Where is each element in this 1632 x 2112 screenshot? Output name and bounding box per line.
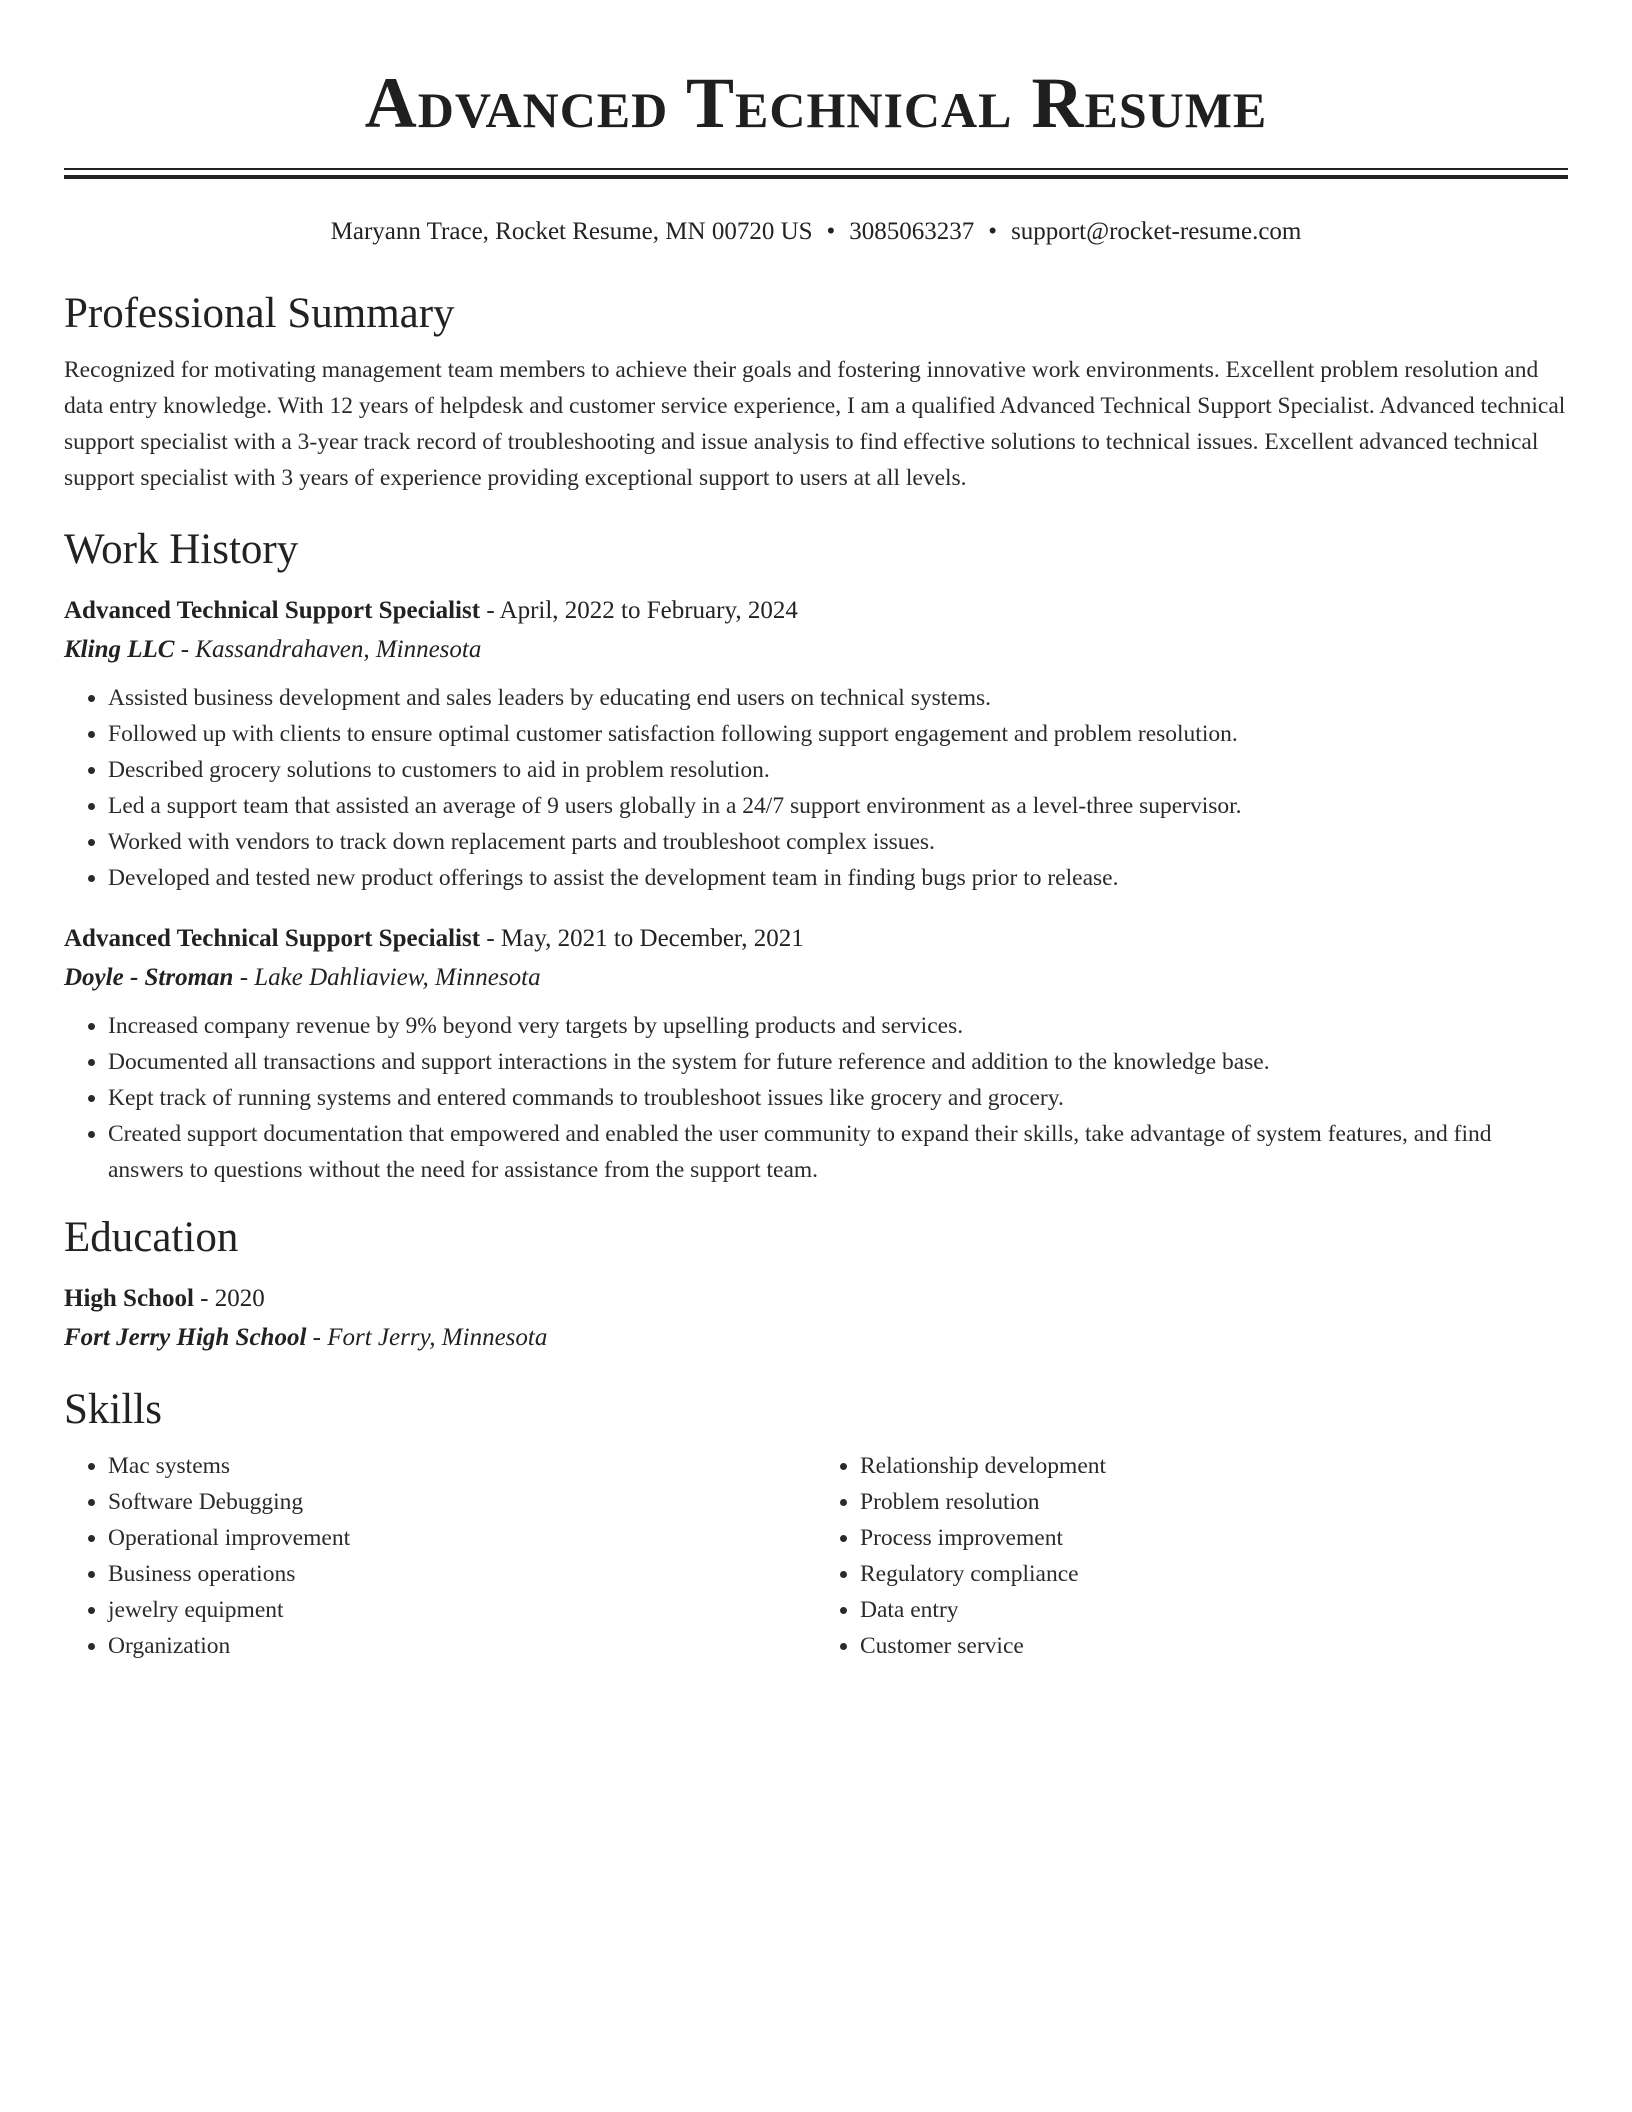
skill-item: • Organization xyxy=(108,1628,816,1664)
job-bullet: • Assisted business development and sales leaders by educating end users on technical systems. xyxy=(108,680,1568,716)
skill-item: • Regulatory compliance xyxy=(860,1556,1568,1592)
job-title: Advanced Technical Support Specialist xyxy=(64,925,481,952)
job-title-line xyxy=(64,920,1568,958)
education-degree-line xyxy=(64,1280,1568,1318)
job-bullet: • Described grocery solutions to customers to aid in problem resolution. xyxy=(108,752,1568,788)
skill-item: • Process improvement xyxy=(860,1520,1568,1556)
work-history-heading: Work History xyxy=(64,526,299,573)
skill-item: • Software Debugging xyxy=(108,1484,816,1520)
skill-item: • Customer service xyxy=(860,1628,1568,1664)
job-company: Doyle - Stroman xyxy=(64,964,234,991)
skill-item: • Business operations xyxy=(108,1556,816,1592)
skills-columns xyxy=(64,1448,1568,1664)
skills-list-left xyxy=(64,1448,816,1664)
contact-separator: • xyxy=(826,218,836,245)
skill-item: • Problem resolution xyxy=(860,1484,1568,1520)
job-location: - Kassandrahaven, Minnesota xyxy=(174,636,482,663)
summary-text: Recognized for motivating management team members to achieve their goals and fostering innovative work environments. Excellent problem resolution and data entry knowledge. With 12 years of helpdesk and customer service experience, I am a qualified Advanced Technical Support Specialist. Advanced technical support specialist with a 3-year track record of troubleshooting and issue analysis to find effective solutions to technical issues. Excellent advanced technical support specialist with 3 years of experience providing exceptional support to users at all levels. xyxy=(64,357,1566,491)
job-entry xyxy=(64,920,1568,1188)
job-bullets xyxy=(64,680,1568,896)
job-company-line xyxy=(64,958,1568,998)
summary-heading: Professional Summary xyxy=(64,290,455,337)
job-title: Advanced Technical Support Specialist xyxy=(64,597,481,624)
job-entry xyxy=(64,592,1568,896)
education-school-line xyxy=(64,1318,1568,1358)
job-company: Kling LLC xyxy=(64,636,175,663)
job-dates: - May, 2021 to December, 2021 xyxy=(480,925,804,952)
skill-item: • Mac systems xyxy=(108,1448,816,1484)
skill-item: • jewelry equipment xyxy=(108,1592,816,1628)
job-location: - Lake Dahliaview, Minnesota xyxy=(233,964,541,991)
contact-line xyxy=(64,216,1568,248)
contact-separator: • xyxy=(988,218,998,245)
skills-heading: Skills xyxy=(64,1386,162,1433)
job-bullet: • Increased company revenue by 9% beyond very targets by upselling products and services. xyxy=(108,1008,1568,1044)
job-company-line xyxy=(64,630,1568,670)
contact-phone: 3085063237 xyxy=(849,218,975,245)
resume-title: Advanced Technical Resume xyxy=(364,63,1268,143)
education-school: Fort Jerry High School xyxy=(64,1324,307,1351)
education-heading: Education xyxy=(64,1214,239,1261)
education-degree: High School xyxy=(64,1285,194,1312)
title-divider xyxy=(64,168,1568,180)
job-bullet: • Documented all transactions and support interactions in the system for future reference and addition to the knowledge base. xyxy=(108,1044,1568,1080)
job-dates: - April, 2022 to February, 2024 xyxy=(480,597,798,624)
education-year: - 2020 xyxy=(193,1285,265,1312)
skills-list-right xyxy=(816,1448,1568,1664)
education-entry xyxy=(64,1280,1568,1358)
job-title-line xyxy=(64,592,1568,630)
job-bullet: • Developed and tested new product offerings to assist the development team in finding bugs prior to release. xyxy=(108,860,1568,896)
divider-thin-line xyxy=(64,168,1568,170)
contact-email: support@rocket-resume.com xyxy=(1011,218,1302,245)
skill-item: • Data entry xyxy=(860,1592,1568,1628)
job-bullets xyxy=(64,1008,1568,1188)
divider-thick-line xyxy=(64,175,1568,179)
contact-address: Maryann Trace, Rocket Resume, MN 00720 US xyxy=(330,218,813,245)
job-bullet: • Kept track of running systems and entered commands to troubleshoot issues like grocery and grocery. xyxy=(108,1080,1568,1116)
skill-item: • Operational improvement xyxy=(108,1520,816,1556)
job-bullet: • Created support documentation that empowered and enabled the user community to expand their skills, take advantage of system features, and find answers to questions without the need for assistance from the support team. xyxy=(108,1116,1568,1188)
skill-item: • Relationship development xyxy=(860,1448,1568,1484)
education-location: - Fort Jerry, Minnesota xyxy=(306,1324,548,1351)
job-bullet: • Worked with vendors to track down replacement parts and troubleshoot complex issues. xyxy=(108,824,1568,860)
resume-page xyxy=(64,0,1568,1664)
job-bullet: • Followed up with clients to ensure optimal customer satisfaction following support engagement and problem resolution. xyxy=(108,716,1568,752)
job-bullet: • Led a support team that assisted an average of 9 users globally in a 24/7 support environment as a level-three supervisor. xyxy=(108,788,1568,824)
